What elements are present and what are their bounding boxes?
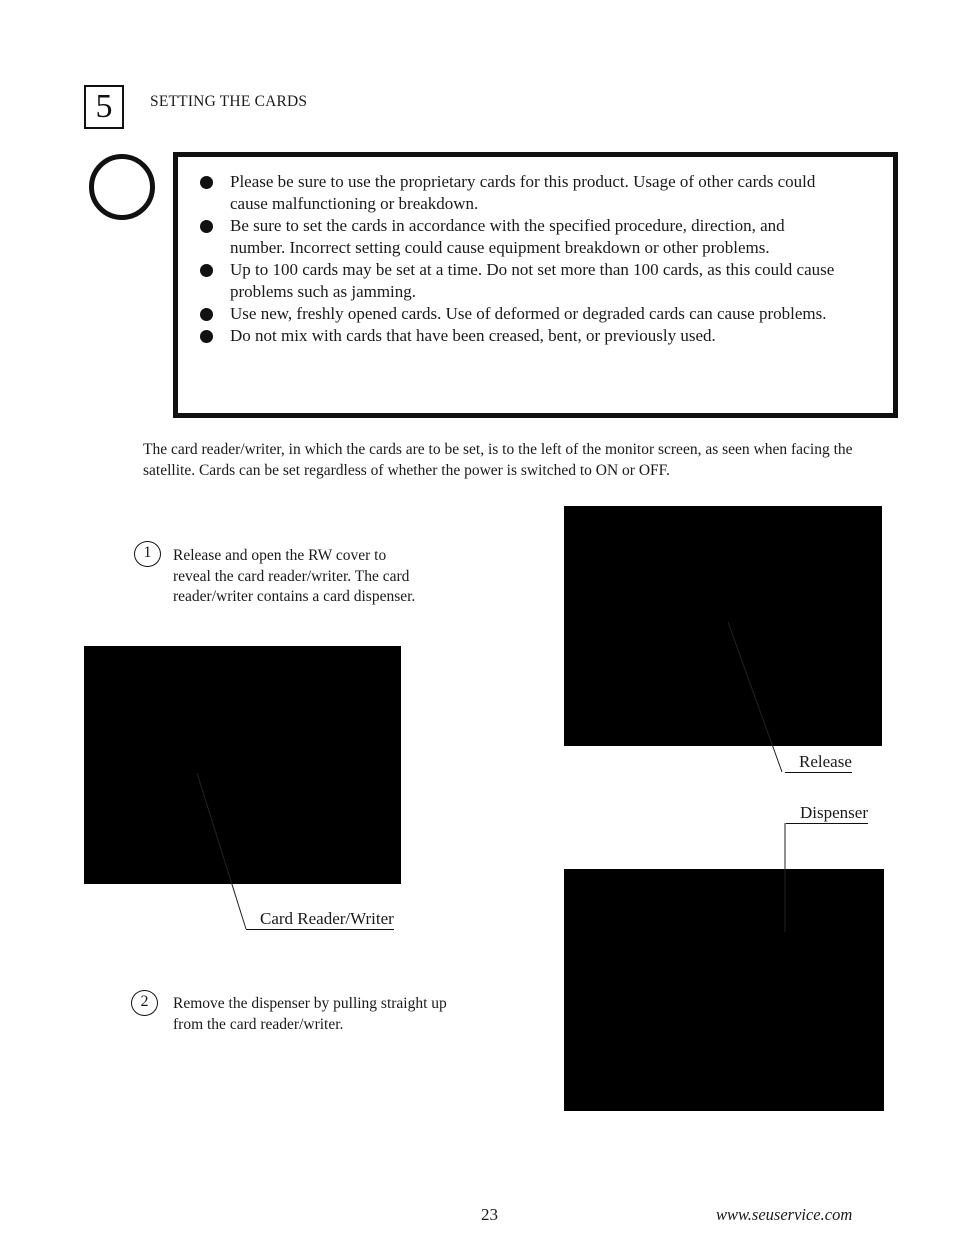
warning-item: Please be sure to use the proprietary cards for this product. Usage of other cards could cause malfunctioning or breakdown. xyxy=(200,171,840,215)
step-1-number: 1 xyxy=(134,541,161,567)
step-2-text: Remove the dispenser by pulling straight up from the card reader/writer. xyxy=(173,995,447,1033)
warning-item: Up to 100 cards may be set at a time. Do not set more than 100 cards, as this could cause problems such as jamming. xyxy=(200,259,840,303)
bullet-icon xyxy=(200,330,213,343)
callout-dispenser: Dispenser xyxy=(786,803,868,824)
warning-item: Be sure to set the cards in accordance with the specified procedure, direction, and number. Incorrect setting could cause equipment breakdown or other problems. xyxy=(200,215,840,259)
section-title: SETTING THE CARDS xyxy=(150,93,308,110)
section-number-box: 5 xyxy=(84,85,124,129)
warning-box xyxy=(173,152,898,418)
warning-item: Use new, freshly opened cards. Use of deformed or degraded cards can cause problems. xyxy=(200,303,840,325)
page-number: 23 xyxy=(481,1205,498,1224)
step-1-text: Release and open the RW cover to reveal the card reader/writer. The card reader/writer contains a card dispenser. xyxy=(173,547,416,605)
warning-list xyxy=(200,171,840,347)
intro-paragraph: The card reader/writer, in which the cards are to be set, is to the left of the monitor screen, as seen when facing the satellite. Cards can be set regardless of whether the power is switched to ON or OFF. xyxy=(143,441,853,479)
callout-release: Release xyxy=(785,752,852,773)
bullet-icon xyxy=(200,308,213,321)
release-photo xyxy=(564,506,882,746)
step-2-number: 2 xyxy=(131,990,158,1016)
dispenser-photo xyxy=(564,869,884,1111)
caution-circle-icon xyxy=(89,154,155,220)
warning-item: Do not mix with cards that have been creased, bent, or previously used. xyxy=(200,325,840,347)
bullet-icon xyxy=(200,220,213,233)
card-reader-photo xyxy=(84,646,401,884)
bullet-icon xyxy=(200,176,213,189)
footer-url[interactable]: www.seuservice.com xyxy=(716,1205,853,1224)
bullet-icon xyxy=(200,264,213,277)
callout-card-reader-writer: Card Reader/Writer xyxy=(246,909,394,930)
